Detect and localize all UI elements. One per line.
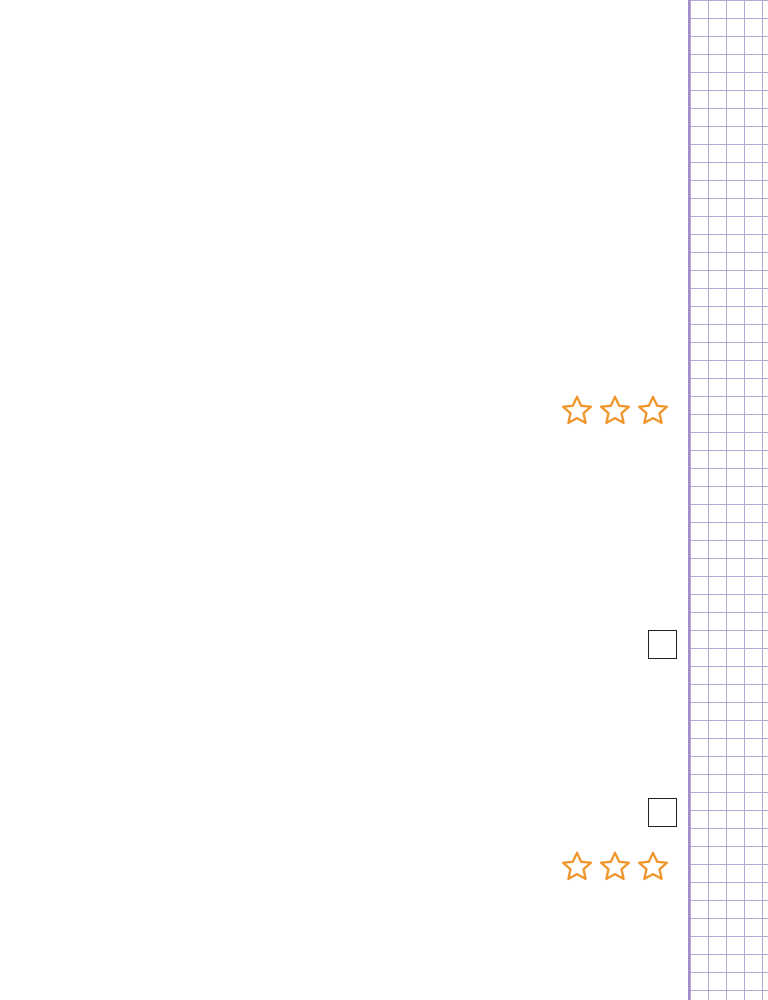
grid-margin [688,0,768,1000]
task2-rating-stars [560,394,670,428]
task3-rating-stars [560,850,670,884]
answer-box-flags[interactable] [648,630,677,659]
star-icon[interactable] [636,394,670,428]
star-icon[interactable] [598,850,632,884]
star-icon[interactable] [636,850,670,884]
answer-box-toys[interactable] [648,798,677,827]
star-icon[interactable] [598,394,632,428]
star-icon[interactable] [560,850,594,884]
star-icon[interactable] [560,394,594,428]
